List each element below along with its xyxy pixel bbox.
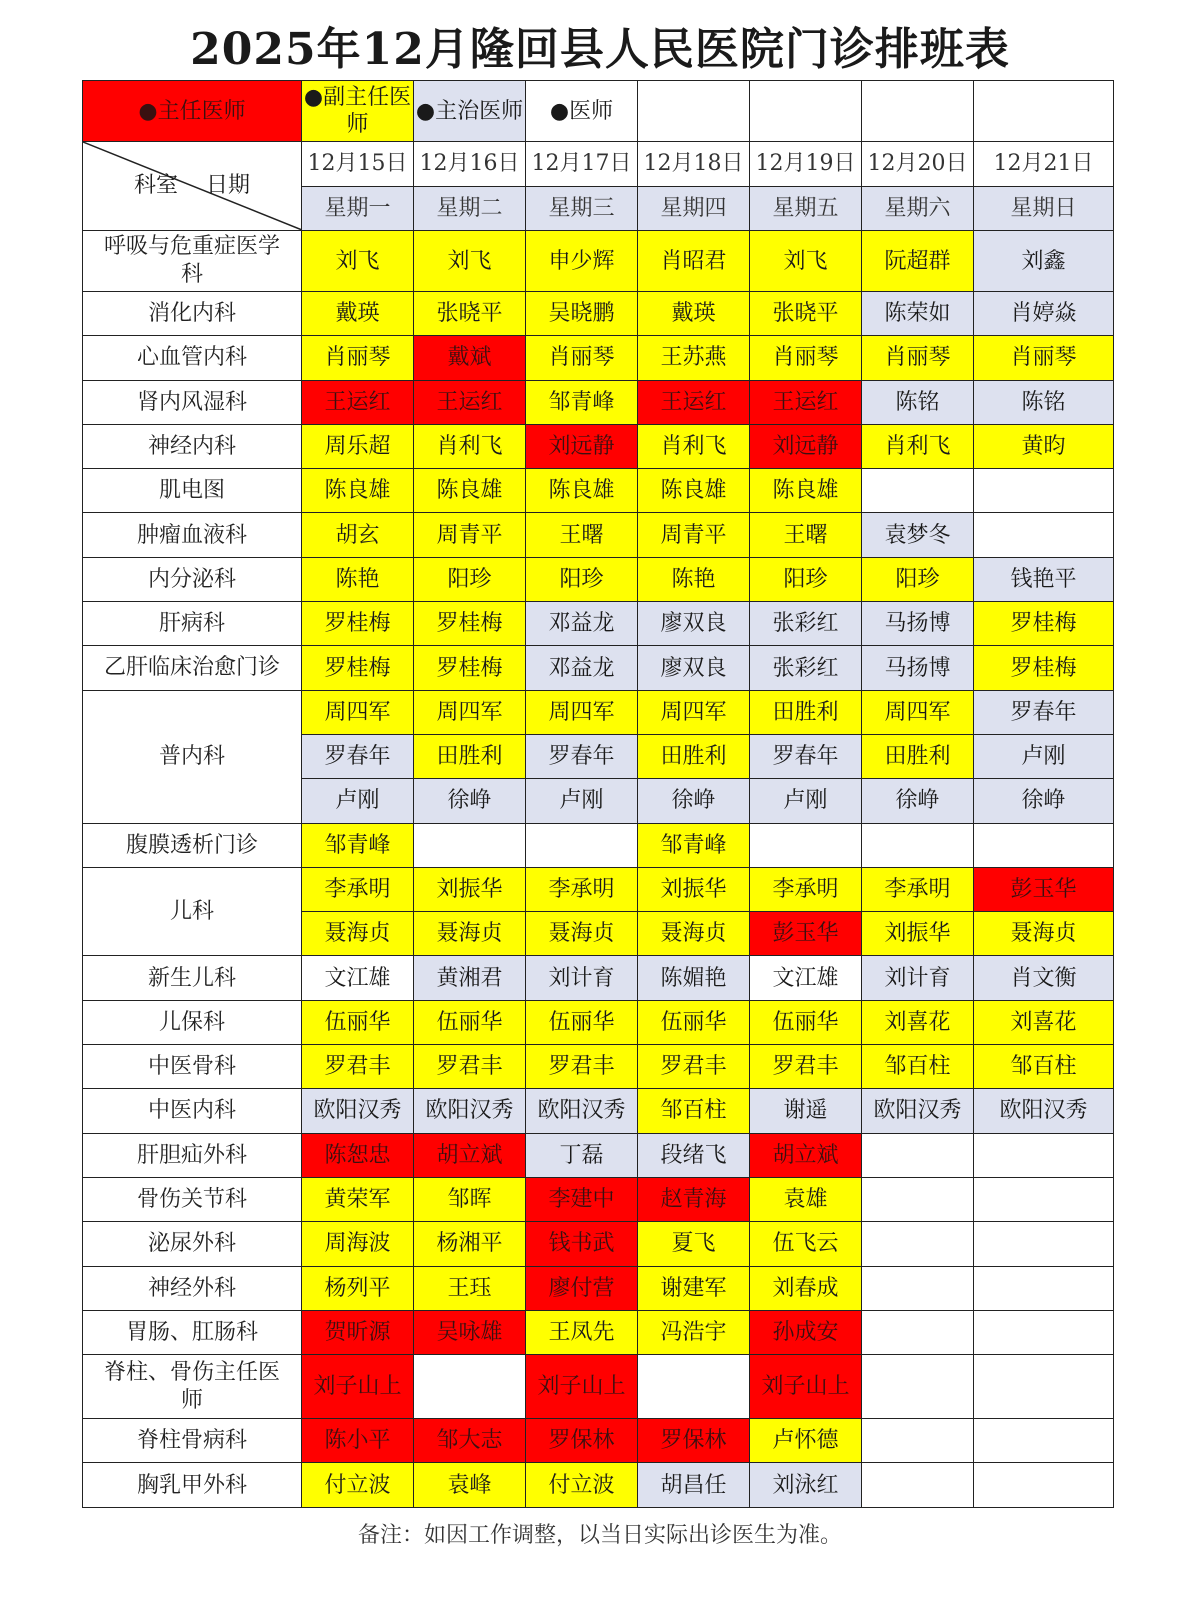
doctor-cell: 伍丽华 <box>302 1000 414 1044</box>
department-name: 肿瘤血液科 <box>83 513 302 557</box>
page-title: 2025年12月隆回县人民医院门诊排班表 <box>190 24 1010 75</box>
doctor-cell <box>414 1355 526 1419</box>
doctor-cell: 卢刚 <box>526 779 638 823</box>
doctor-cell: 黄昀 <box>974 424 1114 468</box>
department-row <box>83 1133 1114 1177</box>
doctor-cell: 周四军 <box>414 690 526 734</box>
doctor-cell: 阳珍 <box>862 557 974 601</box>
doctor-cell: 邹青峰 <box>638 823 750 867</box>
doctor-cell: 欧阳汉秀 <box>974 1089 1114 1133</box>
doctor-cell: 彭玉华 <box>750 912 862 956</box>
weekday-header: 星期日 <box>974 186 1114 231</box>
department-name: 消化内科 <box>83 292 302 336</box>
doctor-cell: 邹青峰 <box>526 380 638 424</box>
doctor-cell: 聂海贞 <box>638 912 750 956</box>
doctor-cell: 田胜利 <box>750 690 862 734</box>
doctor-cell: 陈铭 <box>974 380 1114 424</box>
doctor-cell: 周四军 <box>862 690 974 734</box>
weekday-header: 星期二 <box>414 186 526 231</box>
doctor-cell: 张彩红 <box>750 646 862 690</box>
doctor-cell: 罗桂梅 <box>302 646 414 690</box>
doctor-cell: 罗春年 <box>526 734 638 778</box>
doctor-cell: 胡立斌 <box>414 1133 526 1177</box>
weekday-header: 星期五 <box>750 186 862 231</box>
doctor-cell: 张晓平 <box>414 292 526 336</box>
doctor-cell: 陈恕忠 <box>302 1133 414 1177</box>
doctor-cell <box>974 823 1114 867</box>
doctor-cell: 肖丽琴 <box>526 336 638 380</box>
doctor-cell: 肖昭君 <box>638 231 750 292</box>
legend-chief: ●主任医师 <box>83 81 302 142</box>
department-name: 泌尿外科 <box>83 1222 302 1266</box>
department-row <box>83 292 1114 336</box>
doctor-cell: 贺昕源 <box>302 1310 414 1354</box>
doctor-cell <box>974 1310 1114 1354</box>
department-row <box>83 1222 1114 1266</box>
doctor-cell <box>974 1133 1114 1177</box>
doctor-cell: 胡立斌 <box>750 1133 862 1177</box>
doctor-cell: 王曙 <box>526 513 638 557</box>
doctor-cell: 王曙 <box>750 513 862 557</box>
doctor-cell <box>862 1222 974 1266</box>
department-name: 儿科 <box>83 867 302 956</box>
doctor-cell: 陈良雄 <box>638 469 750 513</box>
doctor-cell: 罗桂梅 <box>974 646 1114 690</box>
doctor-cell <box>862 823 974 867</box>
legend-row <box>83 81 1114 142</box>
legend-attending: ●主治医师 <box>414 81 526 142</box>
doctor-cell <box>638 1355 750 1419</box>
doctor-cell: 陈艳 <box>302 557 414 601</box>
doctor-cell <box>974 1222 1114 1266</box>
department-row <box>83 1177 1114 1221</box>
doctor-cell <box>414 823 526 867</box>
doctor-cell: 阳珍 <box>526 557 638 601</box>
doctor-cell: 张彩红 <box>750 602 862 646</box>
doctor-cell: 罗保林 <box>526 1419 638 1463</box>
doctor-cell: 王运红 <box>750 380 862 424</box>
doctor-cell: 王运红 <box>414 380 526 424</box>
doctor-cell: 胡玄 <box>302 513 414 557</box>
doctor-cell: 刘鑫 <box>974 231 1114 292</box>
doctor-cell: 周青平 <box>414 513 526 557</box>
doctor-cell: 田胜利 <box>862 734 974 778</box>
doctor-cell: 付立波 <box>526 1463 638 1507</box>
doctor-cell: 文江雄 <box>750 956 862 1000</box>
department-row <box>83 1045 1114 1089</box>
doctor-cell: 申少辉 <box>526 231 638 292</box>
doctor-cell: 欧阳汉秀 <box>302 1089 414 1133</box>
doctor-cell: 周四军 <box>302 690 414 734</box>
doctor-cell: 段绪飞 <box>638 1133 750 1177</box>
doctor-cell <box>862 1266 974 1310</box>
date-row <box>83 142 1114 187</box>
doctor-cell: 邹百柱 <box>974 1045 1114 1089</box>
doctor-cell: 肖丽琴 <box>302 336 414 380</box>
doctor-cell: 肖文衡 <box>974 956 1114 1000</box>
date-header: 12月19日 <box>750 142 862 187</box>
department-name: 儿保科 <box>83 1000 302 1044</box>
doctor-cell: 刘子山上 <box>302 1355 414 1419</box>
doctor-cell: 王凤先 <box>526 1310 638 1354</box>
footnote: 备注：如因工作调整，以当日实际出诊医生为准。 <box>357 1523 842 1548</box>
department-row <box>83 380 1114 424</box>
doctor-cell: 周青平 <box>638 513 750 557</box>
doctor-cell: 邹百柱 <box>862 1045 974 1089</box>
doctor-cell: 赵青海 <box>638 1177 750 1221</box>
doctor-cell: 戴瑛 <box>302 292 414 336</box>
doctor-cell: 陈铭 <box>862 380 974 424</box>
department-name: 胸乳甲外科 <box>83 1463 302 1507</box>
doctor-cell: 刘春成 <box>750 1266 862 1310</box>
doctor-cell: 李承明 <box>302 867 414 911</box>
doctor-cell: 杨湘平 <box>414 1222 526 1266</box>
doctor-cell: 陈荣如 <box>862 292 974 336</box>
doctor-cell <box>974 513 1114 557</box>
doctor-cell <box>862 1177 974 1221</box>
department-row <box>83 424 1114 468</box>
doctor-cell <box>526 823 638 867</box>
doctor-cell: 罗桂梅 <box>974 602 1114 646</box>
department-row <box>83 1000 1114 1044</box>
doctor-cell: 欧阳汉秀 <box>862 1089 974 1133</box>
date-header: 12月20日 <box>862 142 974 187</box>
doctor-cell: 邹晖 <box>414 1177 526 1221</box>
department-name: 中医骨科 <box>83 1045 302 1089</box>
doctor-cell: 欧阳汉秀 <box>414 1089 526 1133</box>
department-row <box>83 956 1114 1000</box>
doctor-cell: 刘振华 <box>862 912 974 956</box>
doctor-cell: 刘泳红 <box>750 1463 862 1507</box>
doctor-cell <box>862 1310 974 1354</box>
doctor-cell: 文江雄 <box>302 956 414 1000</box>
doctor-cell: 刘远静 <box>526 424 638 468</box>
department-name: 胃肠、肛肠科 <box>83 1310 302 1354</box>
date-header: 12月15日 <box>302 142 414 187</box>
department-row <box>83 469 1114 513</box>
doctor-cell: 徐峥 <box>414 779 526 823</box>
doctor-cell: 刘远静 <box>750 424 862 468</box>
doctor-cell: 伍丽华 <box>414 1000 526 1044</box>
doctor-cell: 马扬博 <box>862 602 974 646</box>
date-header: 12月17日 <box>526 142 638 187</box>
doctor-cell: 伍丽华 <box>526 1000 638 1044</box>
department-name: 肾内风湿科 <box>83 380 302 424</box>
department-row <box>83 336 1114 380</box>
doctor-cell <box>974 1463 1114 1507</box>
doctor-cell: 刘子山上 <box>750 1355 862 1419</box>
doctor-cell: 卢刚 <box>302 779 414 823</box>
legend-physician: ●医师 <box>526 81 638 142</box>
doctor-cell: 刘喜花 <box>974 1000 1114 1044</box>
doctor-cell: 肖利飞 <box>862 424 974 468</box>
doctor-cell <box>974 469 1114 513</box>
department-row <box>83 646 1114 690</box>
doctor-cell: 马扬博 <box>862 646 974 690</box>
doctor-cell: 戴瑛 <box>638 292 750 336</box>
doctor-cell: 王运红 <box>638 380 750 424</box>
weekday-header: 星期三 <box>526 186 638 231</box>
department-row <box>83 690 1114 734</box>
department-name: 肝病科 <box>83 602 302 646</box>
doctor-cell: 刘振华 <box>414 867 526 911</box>
department-row <box>83 1089 1114 1133</box>
doctor-cell: 王运红 <box>302 380 414 424</box>
doctor-cell: 聂海贞 <box>302 912 414 956</box>
doctor-cell: 周四军 <box>526 690 638 734</box>
doctor-cell: 肖婷焱 <box>974 292 1114 336</box>
date-header: 12月16日 <box>414 142 526 187</box>
doctor-cell: 田胜利 <box>638 734 750 778</box>
doctor-cell <box>974 1355 1114 1419</box>
weekday-header: 星期六 <box>862 186 974 231</box>
doctor-cell: 廖双良 <box>638 602 750 646</box>
department-row <box>83 513 1114 557</box>
doctor-cell: 刘飞 <box>414 231 526 292</box>
doctor-cell: 彭玉华 <box>974 867 1114 911</box>
doctor-cell <box>862 1419 974 1463</box>
department-row <box>83 1419 1114 1463</box>
doctor-cell: 阳珍 <box>750 557 862 601</box>
doctor-cell: 邹青峰 <box>302 823 414 867</box>
doctor-cell: 邓益龙 <box>526 602 638 646</box>
doctor-cell: 廖双良 <box>638 646 750 690</box>
department-name: 中医内科 <box>83 1089 302 1133</box>
doctor-cell: 伍飞云 <box>750 1222 862 1266</box>
doctor-cell: 邓益龙 <box>526 646 638 690</box>
doctor-cell: 钱艳平 <box>974 557 1114 601</box>
department-name: 肝胆疝外科 <box>83 1133 302 1177</box>
doctor-cell: 伍丽华 <box>750 1000 862 1044</box>
doctor-cell: 田胜利 <box>414 734 526 778</box>
doctor-cell: 欧阳汉秀 <box>526 1089 638 1133</box>
doctor-cell: 钱书武 <box>526 1222 638 1266</box>
doctor-cell: 陈艳 <box>638 557 750 601</box>
department-name: 肌电图 <box>83 469 302 513</box>
doctor-cell: 王苏燕 <box>638 336 750 380</box>
department-row <box>83 1355 1114 1419</box>
doctor-cell: 王珏 <box>414 1266 526 1310</box>
doctor-cell: 罗桂梅 <box>414 646 526 690</box>
doctor-cell: 邹大志 <box>414 1419 526 1463</box>
doctor-cell: 伍丽华 <box>638 1000 750 1044</box>
doctor-cell: 卢怀德 <box>750 1419 862 1463</box>
doctor-cell: 刘振华 <box>638 867 750 911</box>
department-name: 内分泌科 <box>83 557 302 601</box>
doctor-cell: 谢建军 <box>638 1266 750 1310</box>
department-name: 心血管内科 <box>83 336 302 380</box>
doctor-cell <box>862 469 974 513</box>
doctor-cell: 刘计育 <box>862 956 974 1000</box>
doctor-cell: 杨列平 <box>302 1266 414 1310</box>
doctor-cell: 袁雄 <box>750 1177 862 1221</box>
doctor-cell: 徐峥 <box>974 779 1114 823</box>
doctor-cell: 谢遥 <box>750 1089 862 1133</box>
date-header: 12月18日 <box>638 142 750 187</box>
doctor-cell: 陈良雄 <box>526 469 638 513</box>
department-name: 脊柱骨病科 <box>83 1419 302 1463</box>
department-row <box>83 602 1114 646</box>
doctor-cell: 黄荣军 <box>302 1177 414 1221</box>
doctor-cell: 邹百柱 <box>638 1089 750 1133</box>
doctor-cell: 罗春年 <box>302 734 414 778</box>
doctor-cell: 孙成安 <box>750 1310 862 1354</box>
doctor-cell: 李承明 <box>526 867 638 911</box>
doctor-cell: 阳珍 <box>414 557 526 601</box>
doctor-cell: 肖丽琴 <box>862 336 974 380</box>
doctor-cell: 肖丽琴 <box>974 336 1114 380</box>
date-header: 12月21日 <box>974 142 1114 187</box>
doctor-cell: 刘喜花 <box>862 1000 974 1044</box>
doctor-cell: 罗君丰 <box>750 1045 862 1089</box>
doctor-cell: 刘计育 <box>526 956 638 1000</box>
weekday-header: 星期四 <box>638 186 750 231</box>
doctor-cell: 李承明 <box>862 867 974 911</box>
department-name: 新生儿科 <box>83 956 302 1000</box>
doctor-cell: 罗春年 <box>750 734 862 778</box>
doctor-cell: 聂海贞 <box>414 912 526 956</box>
doctor-cell: 吴晓鹏 <box>526 292 638 336</box>
doctor-cell: 付立波 <box>302 1463 414 1507</box>
doctor-cell: 罗君丰 <box>638 1045 750 1089</box>
doctor-cell: 廖付营 <box>526 1266 638 1310</box>
doctor-cell: 肖丽琴 <box>750 336 862 380</box>
doctor-cell: 刘飞 <box>302 231 414 292</box>
doctor-cell <box>974 1177 1114 1221</box>
department-row <box>83 557 1114 601</box>
department-name: 脊柱、骨伤主任医师 <box>83 1355 302 1419</box>
doctor-cell: 陈良雄 <box>414 469 526 513</box>
corner-header <box>83 142 302 231</box>
doctor-cell: 罗君丰 <box>414 1045 526 1089</box>
corner-dept-label: 科室 <box>133 173 178 198</box>
doctor-cell: 周海波 <box>302 1222 414 1266</box>
doctor-cell: 周四军 <box>638 690 750 734</box>
department-row <box>83 1463 1114 1507</box>
doctor-cell <box>974 1419 1114 1463</box>
doctor-cell <box>862 1463 974 1507</box>
doctor-cell: 刘飞 <box>750 231 862 292</box>
doctor-cell: 罗桂梅 <box>414 602 526 646</box>
weekday-header: 星期一 <box>302 186 414 231</box>
doctor-cell <box>750 823 862 867</box>
doctor-cell: 戴斌 <box>414 336 526 380</box>
doctor-cell: 肖利飞 <box>638 424 750 468</box>
doctor-cell: 肖利飞 <box>414 424 526 468</box>
doctor-cell: 夏飞 <box>638 1222 750 1266</box>
doctor-cell: 黄湘君 <box>414 956 526 1000</box>
doctor-cell: 罗春年 <box>974 690 1114 734</box>
doctor-cell: 陈良雄 <box>302 469 414 513</box>
department-row <box>83 1310 1114 1354</box>
doctor-cell: 罗君丰 <box>302 1045 414 1089</box>
doctor-cell <box>974 1266 1114 1310</box>
doctor-cell: 徐峥 <box>862 779 974 823</box>
doctor-cell: 张晓平 <box>750 292 862 336</box>
doctor-cell: 聂海贞 <box>526 912 638 956</box>
doctor-cell: 冯浩宇 <box>638 1310 750 1354</box>
doctor-cell: 刘子山上 <box>526 1355 638 1419</box>
department-row <box>83 867 1114 911</box>
doctor-cell <box>862 1355 974 1419</box>
doctor-cell: 阮超群 <box>862 231 974 292</box>
doctor-cell: 罗君丰 <box>526 1045 638 1089</box>
doctor-cell: 卢刚 <box>750 779 862 823</box>
schedule-table <box>82 80 1114 1508</box>
legend-associate: ●副主任医师 <box>302 81 414 142</box>
doctor-cell: 罗桂梅 <box>302 602 414 646</box>
doctor-cell: 袁梦冬 <box>862 513 974 557</box>
doctor-cell: 李建中 <box>526 1177 638 1221</box>
doctor-cell: 丁磊 <box>526 1133 638 1177</box>
department-name: 腹膜透析门诊 <box>83 823 302 867</box>
doctor-cell: 胡昌任 <box>638 1463 750 1507</box>
department-name: 神经内科 <box>83 424 302 468</box>
doctor-cell <box>862 1133 974 1177</box>
corner-date-label: 日期 <box>205 173 250 198</box>
doctor-cell: 徐峥 <box>638 779 750 823</box>
doctor-cell: 聂海贞 <box>974 912 1114 956</box>
doctor-cell: 罗保林 <box>638 1419 750 1463</box>
doctor-cell: 卢刚 <box>974 734 1114 778</box>
department-name: 骨伤关节科 <box>83 1177 302 1221</box>
department-name: 呼吸与危重症医学科 <box>83 231 302 292</box>
department-name: 普内科 <box>83 690 302 823</box>
doctor-cell: 陈小平 <box>302 1419 414 1463</box>
department-row <box>83 1266 1114 1310</box>
doctor-cell: 袁峰 <box>414 1463 526 1507</box>
doctor-cell: 周乐超 <box>302 424 414 468</box>
department-name: 神经外科 <box>83 1266 302 1310</box>
department-row <box>83 231 1114 292</box>
doctor-cell: 李承明 <box>750 867 862 911</box>
department-name: 乙肝临床治愈门诊 <box>83 646 302 690</box>
doctor-cell: 陈良雄 <box>750 469 862 513</box>
doctor-cell: 陈媚艳 <box>638 956 750 1000</box>
department-row <box>83 823 1114 867</box>
doctor-cell: 吴咏雄 <box>414 1310 526 1354</box>
